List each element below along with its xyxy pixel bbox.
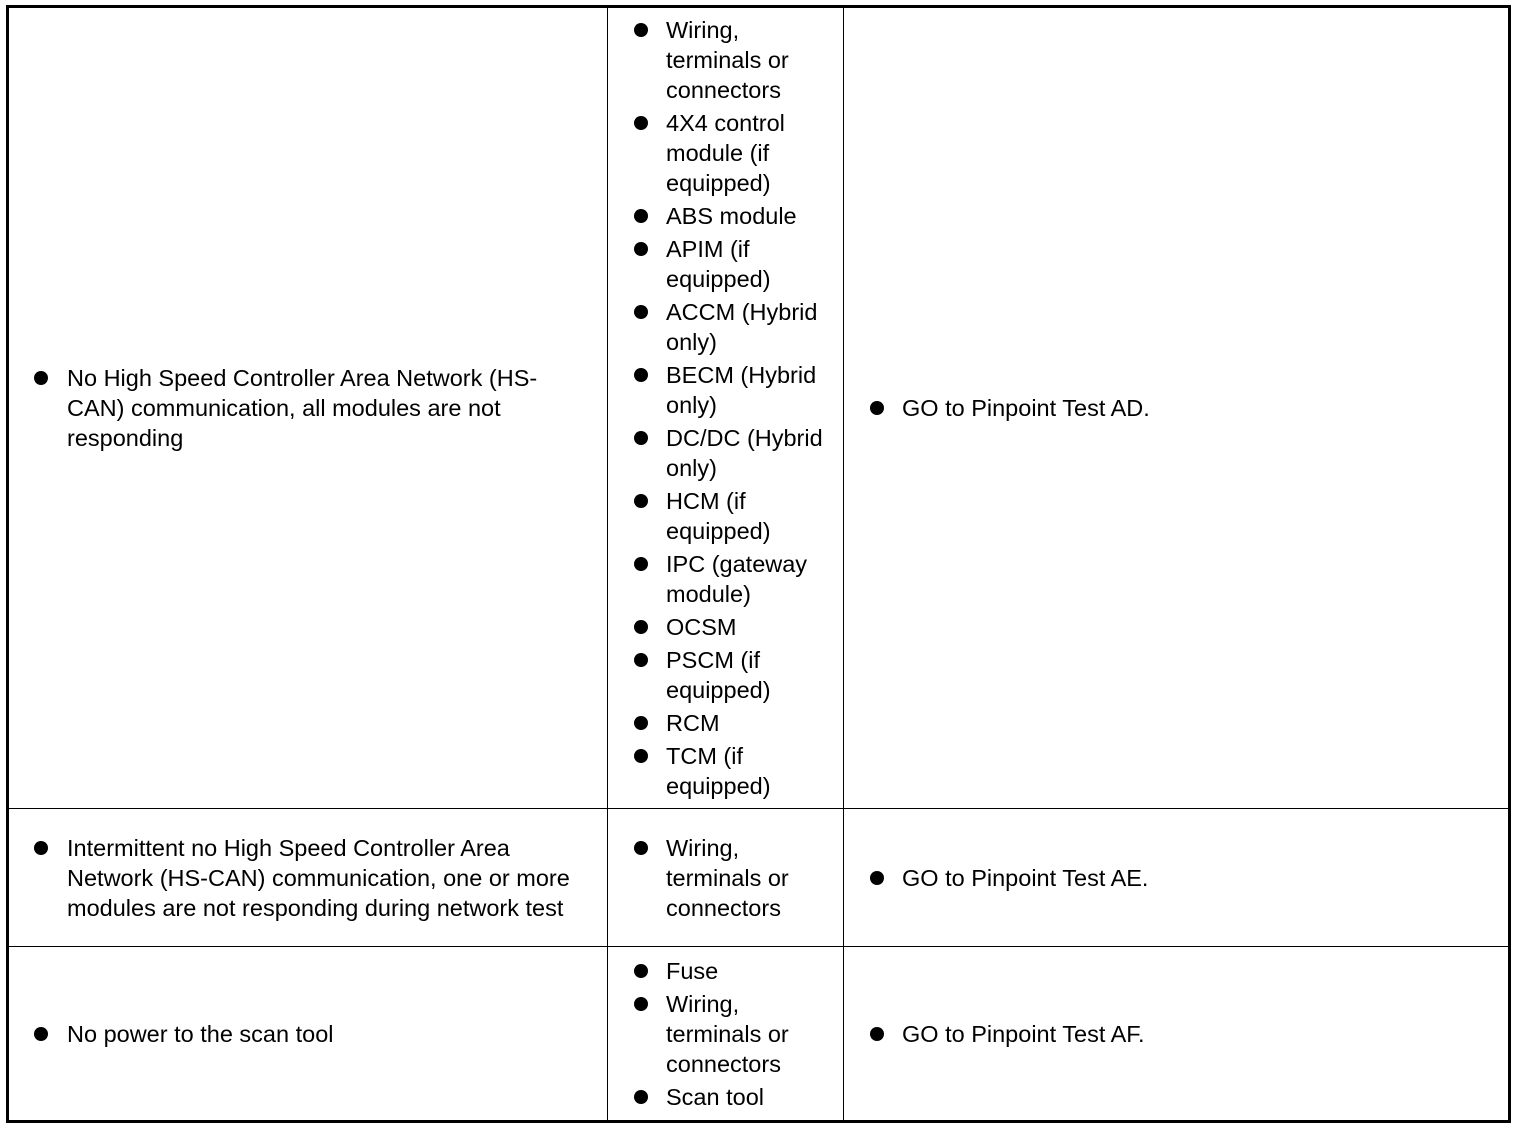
- source-text: Wiring, terminals or connectors: [666, 834, 789, 921]
- list-item: [608, 360, 843, 420]
- list-item: [608, 234, 843, 294]
- bullet-icon: [34, 371, 48, 385]
- symptom-text: Intermittent no High Speed Controller Area Network (HS-CAN) communication, one or more modules are not responding during network test: [67, 834, 570, 921]
- source-text: DC/DC (Hybrid only): [666, 425, 823, 481]
- possible-source-cell: [608, 7, 844, 809]
- source-text: IPC (gateway module): [666, 551, 808, 607]
- bullet-icon: [634, 716, 648, 730]
- source-text: Wiring, terminals or connectors: [666, 17, 789, 103]
- possible-source-cell: [608, 809, 844, 947]
- list-item: [608, 297, 843, 357]
- table-row: [8, 809, 1510, 947]
- bullet-icon: [634, 368, 648, 382]
- bullet-icon: [634, 997, 648, 1011]
- bullet-icon: [634, 305, 648, 319]
- source-text: Wiring, terminals or connectors: [666, 990, 789, 1077]
- list-item: [608, 1082, 843, 1112]
- action-text: GO to Pinpoint Test AD.: [902, 395, 1150, 421]
- action-cell: [844, 809, 1510, 947]
- symptom-cell: [8, 7, 608, 809]
- bullet-icon: [634, 841, 648, 855]
- list-item: [608, 833, 843, 923]
- source-text: 4X4 control module (if equipped): [666, 110, 785, 196]
- bullet-icon: [634, 749, 648, 763]
- list-item: [844, 863, 1508, 893]
- bullet-icon: [634, 116, 648, 130]
- list-item: [608, 15, 843, 105]
- bullet-icon: [34, 1027, 48, 1041]
- source-text: ACCM (Hybrid only): [666, 299, 818, 355]
- bullet-icon: [634, 23, 648, 37]
- source-text: OCSM: [666, 614, 737, 640]
- action-cell: [844, 947, 1510, 1122]
- bullet-icon: [634, 653, 648, 667]
- bullet-icon: [634, 242, 648, 256]
- source-text: BECM (Hybrid only): [666, 362, 817, 418]
- action-text: GO to Pinpoint Test AE.: [902, 864, 1149, 891]
- list-item: [608, 989, 843, 1079]
- source-text: Fuse: [666, 957, 719, 984]
- action-cell: [844, 7, 1510, 809]
- symptom-text: No power to the scan tool: [67, 1020, 334, 1047]
- list-item: [844, 393, 1508, 423]
- table-row: [8, 947, 1510, 1122]
- symptom-chart-table: [6, 5, 1511, 1123]
- source-text: RCM: [666, 710, 720, 736]
- list-item: [608, 741, 843, 801]
- list-item: [608, 108, 843, 198]
- symptom-text: No High Speed Controller Area Network (HS-CAN) communication, all modules are not responding: [67, 365, 538, 451]
- list-item: [608, 708, 843, 738]
- list-item: [9, 833, 607, 923]
- list-item: [608, 645, 843, 705]
- source-text: HCM (if equipped): [666, 488, 771, 544]
- list-item: [608, 423, 843, 483]
- list-item: [608, 956, 843, 986]
- bullet-icon: [634, 494, 648, 508]
- list-item: [608, 549, 843, 609]
- list-item: [9, 363, 607, 453]
- bullet-icon: [34, 841, 48, 855]
- list-item: [608, 201, 843, 231]
- bullet-icon: [870, 1027, 884, 1041]
- bullet-icon: [634, 557, 648, 571]
- bullet-icon: [634, 209, 648, 223]
- bullet-icon: [870, 871, 884, 885]
- bullet-icon: [634, 431, 648, 445]
- source-text: Scan tool: [666, 1083, 764, 1110]
- source-text: APIM (if equipped): [666, 236, 771, 292]
- bullet-icon: [634, 620, 648, 634]
- list-item: [608, 486, 843, 546]
- possible-source-cell: [608, 947, 844, 1122]
- list-item: [9, 1019, 607, 1049]
- symptom-cell: [8, 947, 608, 1122]
- symptom-cell: [8, 809, 608, 947]
- list-item: [608, 612, 843, 642]
- table-row: [8, 7, 1510, 809]
- bullet-icon: [870, 401, 884, 415]
- source-text: ABS module: [666, 203, 797, 229]
- source-text: PSCM (if equipped): [666, 647, 771, 703]
- list-item: [844, 1019, 1508, 1049]
- bullet-icon: [634, 964, 648, 978]
- bullet-icon: [634, 1090, 648, 1104]
- source-text: TCM (if equipped): [666, 743, 771, 799]
- action-text: GO to Pinpoint Test AF.: [902, 1020, 1145, 1047]
